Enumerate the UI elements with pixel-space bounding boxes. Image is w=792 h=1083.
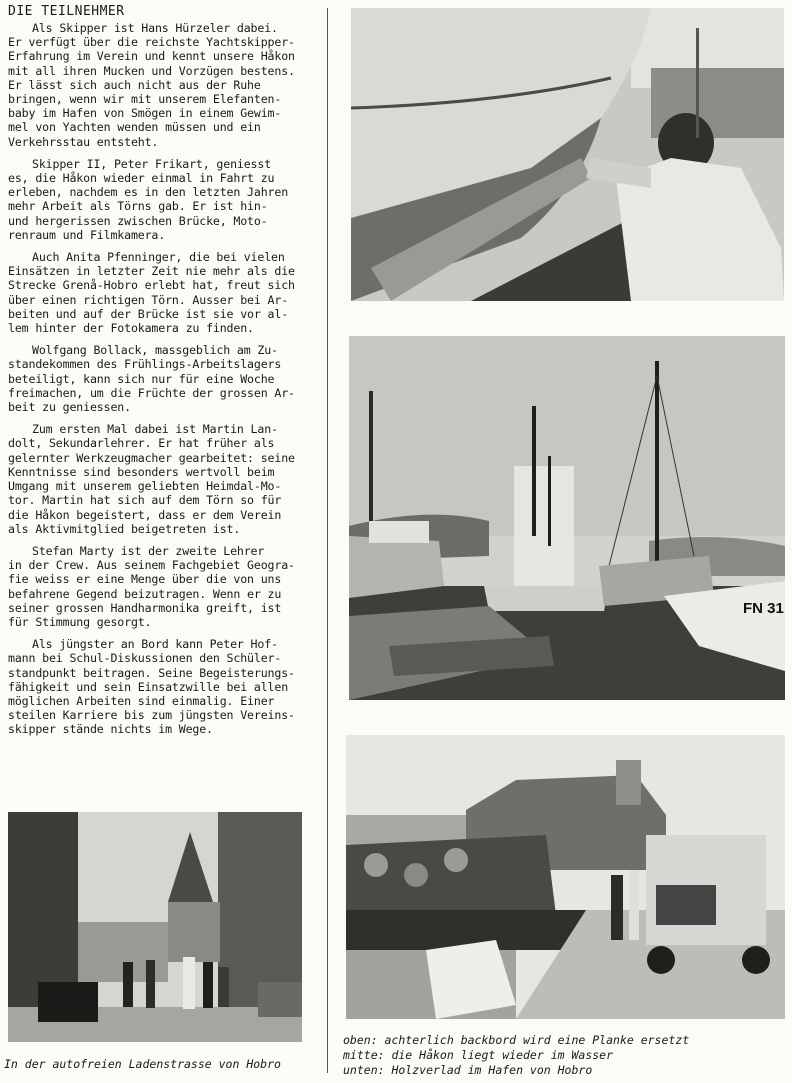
paragraph-martin: Zum ersten Mal dabei ist Martin Lan- dolt, Sekundarlehrer. Er hat früher als gelernter Werkzeugmacher gearbeitet: seine Kenntnisse sind besonders wertvoll beim Umgang mit unserem geliebten Heimdal-Mo- tor. Martin hat sich auf dem Törn so für die Håkon begeistert, dass er dem Verein als Aktivmitglied beigetreten ist. [8, 422, 295, 536]
caption-top-photo: oben: achterlich backbord wird eine Planke ersetzt [343, 1033, 690, 1047]
caption-bottom-photo: unten: Holzverlad im Hafen von Hobro [343, 1063, 593, 1077]
caption-street: In der autofreien Ladenstrasse von Hobro [4, 1057, 281, 1071]
paragraph-skipper-two: Skipper II, Peter Frikart, geniesst es, die Håkon wieder einmal in Fahrt zu erleben, nachdem es in den letzten Jahren mehr Arbeit als Törns gab. Er ist hin- und hergerissen zwischen Brücke, Moto- renraum und Filmkamera. [8, 156, 289, 242]
photo-hobro-street [8, 812, 302, 1042]
boat-registration-sign: FN 31 [743, 600, 784, 617]
paragraph-peter: Als jüngster an Bord kann Peter Hof- mann bei Schul-Diskussionen den Schüler- standpunkt beitragen. Seine Begeisterungs- fähigkeit und sein Einsatzwille bei allen möglichen Arbeiten sind einmalig. Einer steilen Karriere bis zum jüngsten Vereins- skipper stände nichts im Wege. [8, 637, 295, 737]
photo-timber-loading [346, 735, 785, 1019]
paragraph-anita: Auch Anita Pfenninger, die bei vielen Einsätzen in letzter Zeit nie mehr als die Strecke Grenå-Hobro erlebt hat, freut sich über einen richtigen Törn. Ausser bei Ar- beiten und auf der Brücke ist sie vor al- lem hinter der Fotokamera zu finden. [8, 250, 295, 336]
article-heading: DIE TEILNEHMER [8, 4, 125, 19]
column-divider [327, 8, 328, 1073]
caption-middle-photo: mitte: die Håkon liegt wieder im Wasser [343, 1048, 614, 1062]
paragraph-stefan: Stefan Marty ist der zweite Lehrer in der Crew. Aus seinem Fachgebiet Geogra- fie weiss er eine Menge über die von uns befahrene Gegend beizutragen. Wenn er zu seiner grossen Handharmonika greift, ist für Stimmung gesorgt. [8, 543, 295, 629]
photo-hull-repair [351, 8, 784, 301]
photo-harbour-boats [349, 336, 785, 700]
article-column [8, 4, 313, 745]
paragraph-skipper: Als Skipper ist Hans Hürzeler dabei. Er verfügt über die reichste Yachtskipper- Erfahrung im Verein und kennt unsere Håkon mit all ihren Mucken und Vorzügen bestens. Er lässt sich auch nicht aus der Ruhe bringen, wenn wir mit unserem Elefanten- baby im Hafen von Smögen in einem Gewim- mel von Yachten wenden müssen und ein Verkehrsstau entsteht. [8, 21, 295, 149]
paragraph-wolfgang: Wolfgang Bollack, massgeblich am Zu- standekommen des Frühlings-Arbeitslagers beteiligt, kann sich nur für eine Woche freimachen, um die Früchte der grossen Ar- beit zu geniessen. [8, 343, 295, 415]
